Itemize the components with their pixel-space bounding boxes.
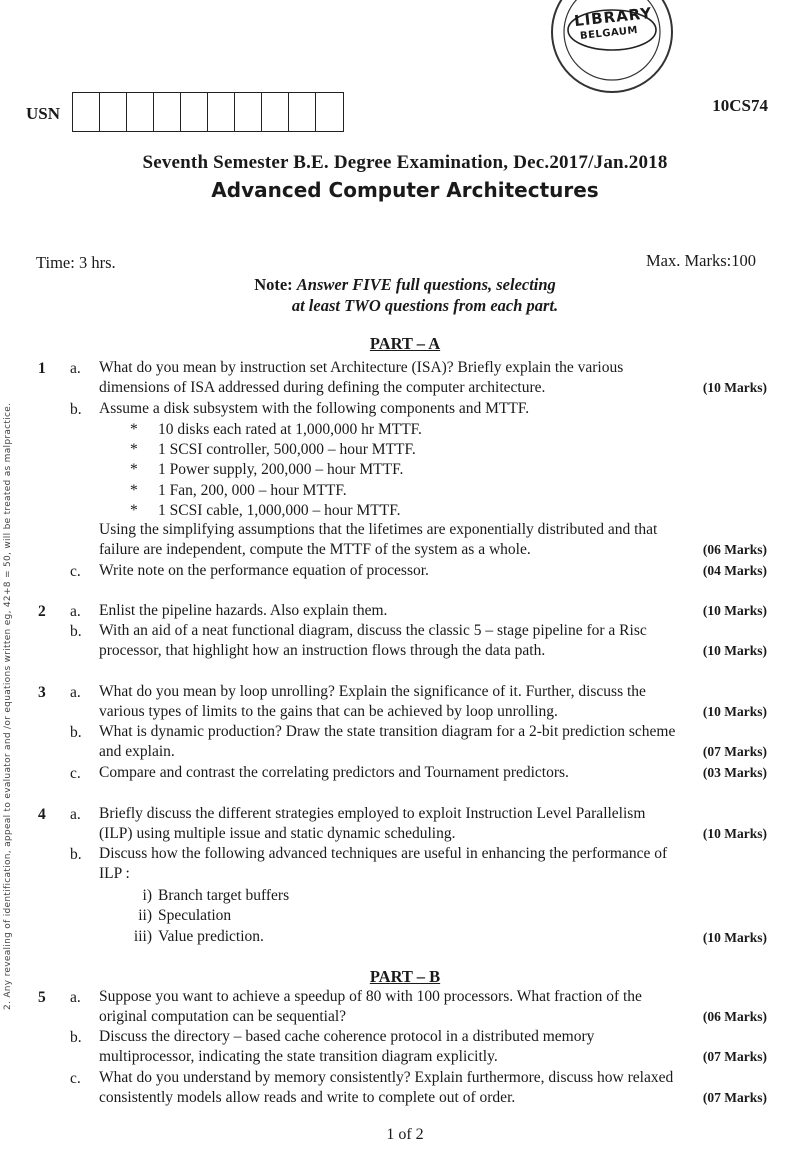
part-a-title: PART – A [369, 334, 441, 353]
question-text: Using the simplifying assumptions that the lifetimes are exponentially distributed and that [99, 521, 658, 538]
question-text: What do you mean by instruction set Architecture (ISA)? Briefly explain the various [99, 359, 624, 376]
usn-box [316, 93, 343, 131]
list-item: ii) Speculation [138, 907, 232, 925]
question-text: What do you mean by loop unrolling? Explain the significance of it. Further, discuss the [99, 683, 646, 700]
sub-question-letter: a. [70, 684, 81, 701]
note-line-1: Answer FIVE full questions, selecting [296, 275, 556, 294]
sub-question-letter: b. [70, 401, 82, 418]
usn-box [127, 93, 154, 131]
question-text: failure are independent, compute the MTTF of the system as a whole. [99, 541, 531, 559]
question-text: consistently models allow reads and write to complete out of order. [99, 1089, 516, 1107]
question-1b [99, 399, 767, 419]
question-text: Assume a disk subsystem with the following components and MTTF. [99, 400, 530, 417]
marks-label: (10 Marks) [702, 380, 767, 396]
usn-box [262, 93, 289, 131]
sub-question-letter: a. [70, 989, 81, 1006]
question-3a [99, 682, 767, 723]
list-item: i) Branch target buffers [142, 887, 290, 904]
question-text: processor, that highlight how an instruction flows through the data path. [99, 642, 546, 660]
question-2a [99, 601, 767, 621]
usn-box [73, 93, 100, 131]
usn-boxes [72, 92, 344, 132]
marks-label: (04 Marks) [702, 563, 767, 578]
sub-question-letter: a. [70, 360, 81, 377]
instructions-note [0, 274, 810, 316]
question-text: ILP : [99, 865, 130, 883]
sub-question-letter: a. [70, 603, 81, 620]
margin-note: 2. Any revealing of identification, appeal to evaluator and /or equations written eg, 42+8 = 50, will be treated as malpractice. [3, 402, 13, 1010]
list-item: * 1 SCSI controller, 500,000 – hour MTTF. [130, 441, 416, 459]
usn-box [181, 93, 208, 131]
sub-question-letter: c. [70, 563, 81, 580]
usn-box [100, 93, 127, 131]
question-5a [99, 987, 767, 1028]
usn-box [289, 93, 316, 131]
exam-title: Seventh Semester B.E. Degree Examination, Dec.2017/Jan.2018 [142, 152, 668, 173]
sub-question-letter: c. [70, 1070, 81, 1087]
question-text: Suppose you want to achieve a speedup of 80 with 100 processors. What fraction of the [99, 988, 642, 1005]
sub-question-letter: b. [70, 623, 82, 640]
part-b-title: PART – B [369, 967, 441, 986]
question-4a [99, 804, 767, 845]
question-text: (ILP) using multiple issue and static dynamic scheduling. [99, 825, 456, 843]
list-item: iii) Value prediction. [133, 927, 264, 945]
marks-label: (07 Marks) [702, 1090, 767, 1106]
marks-label: (03 Marks) [702, 765, 767, 780]
marks-label: (10 Marks) [702, 826, 767, 842]
question-text: Discuss the directory – based cache coherence protocol in a distributed memory [99, 1028, 595, 1045]
marks-label: (10 Marks) [702, 704, 767, 720]
question-text: Compare and contrast the correlating predictors and Tournament predictors. [99, 764, 569, 781]
question-text: What is dynamic production? Draw the state transition diagram for a 2-bit prediction scheme [99, 723, 676, 740]
question-1c [99, 561, 767, 581]
question-text: What do you understand by memory consistently? Explain furthermore, discuss how relaxed [99, 1069, 674, 1086]
sub-question-letter: b. [70, 1029, 82, 1046]
question-text: various types of limits to the gains that can be achieved by loop unrolling. [99, 703, 558, 721]
question-number: 2 [38, 603, 46, 620]
stamp-line-1: LIBRARY [573, 3, 654, 31]
usn-box [154, 93, 181, 131]
question-text: Discuss how the following advanced techniques are useful in enhancing the performance of [99, 845, 668, 862]
question-number: 3 [38, 684, 46, 701]
question-5b [99, 1027, 767, 1068]
question-number: 1 [38, 360, 46, 377]
marks-label: (06 Marks) [702, 1009, 767, 1025]
question-number: 4 [38, 806, 46, 823]
question-text: multiprocessor, indicating the state transition diagram explicitly. [99, 1048, 498, 1066]
marks-label: (10 Marks) [702, 643, 767, 659]
marks-label: (07 Marks) [702, 1049, 767, 1065]
component-list [130, 420, 422, 521]
question-1a [99, 358, 767, 399]
question-text: Enlist the pipeline hazards. Also explain them. [99, 602, 388, 619]
sub-question-letter: c. [70, 765, 81, 782]
question-text: dimensions of ISA addressed during defining the computer architecture. [99, 379, 546, 397]
question-1b-continued [99, 520, 767, 561]
list-item: * 10 disks each rated at 1,000,000 hr MTTF. [130, 421, 422, 438]
sub-question-letter: b. [70, 846, 82, 863]
max-marks: Max. Marks:100 [646, 251, 756, 270]
question-2b [99, 621, 767, 662]
usn-box [235, 93, 262, 131]
note-label: Note: [254, 275, 293, 294]
stamp-line-2: BELGAUM [579, 24, 639, 43]
page-number: 1 of 2 [386, 1126, 424, 1143]
course-code: 10CS74 [712, 96, 768, 115]
question-3c [99, 763, 767, 783]
question-text: Briefly discuss the different strategies employed to exploit Instruction Level Parallelism [99, 805, 646, 822]
subject-title: Advanced Computer Architectures [211, 178, 599, 202]
question-3b [99, 722, 767, 763]
library-stamp [538, 0, 686, 96]
marks-label: (06 Marks) [702, 542, 767, 558]
question-number: 5 [38, 989, 46, 1006]
question-text: and explain. [99, 743, 175, 761]
note-line-2: at least TWO questions from each part. [291, 296, 559, 315]
sub-question-letter: a. [70, 806, 81, 823]
marks-label: (10 Marks) [702, 930, 767, 945]
question-text: original computation can be sequential? [99, 1008, 347, 1026]
marks-label: (10 Marks) [702, 603, 767, 618]
question-4b [99, 844, 767, 885]
list-item: * 1 Power supply, 200,000 – hour MTTF. [130, 461, 404, 479]
usn-box [208, 93, 235, 131]
question-text: Write note on the performance equation of processor. [99, 562, 429, 579]
list-item: * 1 Fan, 200, 000 – hour MTTF. [130, 481, 347, 499]
sub-question-letter: b. [70, 724, 82, 741]
list-item: * 1 SCSI cable, 1,000,000 – hour MTTF. [130, 501, 401, 519]
question-4b-marks [99, 928, 767, 948]
usn-label: USN [26, 104, 61, 123]
marks-label: (07 Marks) [702, 744, 767, 760]
question-text: With an aid of a neat functional diagram, discuss the classic 5 – stage pipeline for a Risc [99, 622, 647, 639]
question-5c [99, 1068, 767, 1109]
time-allowed: Time: 3 hrs. [36, 253, 116, 272]
